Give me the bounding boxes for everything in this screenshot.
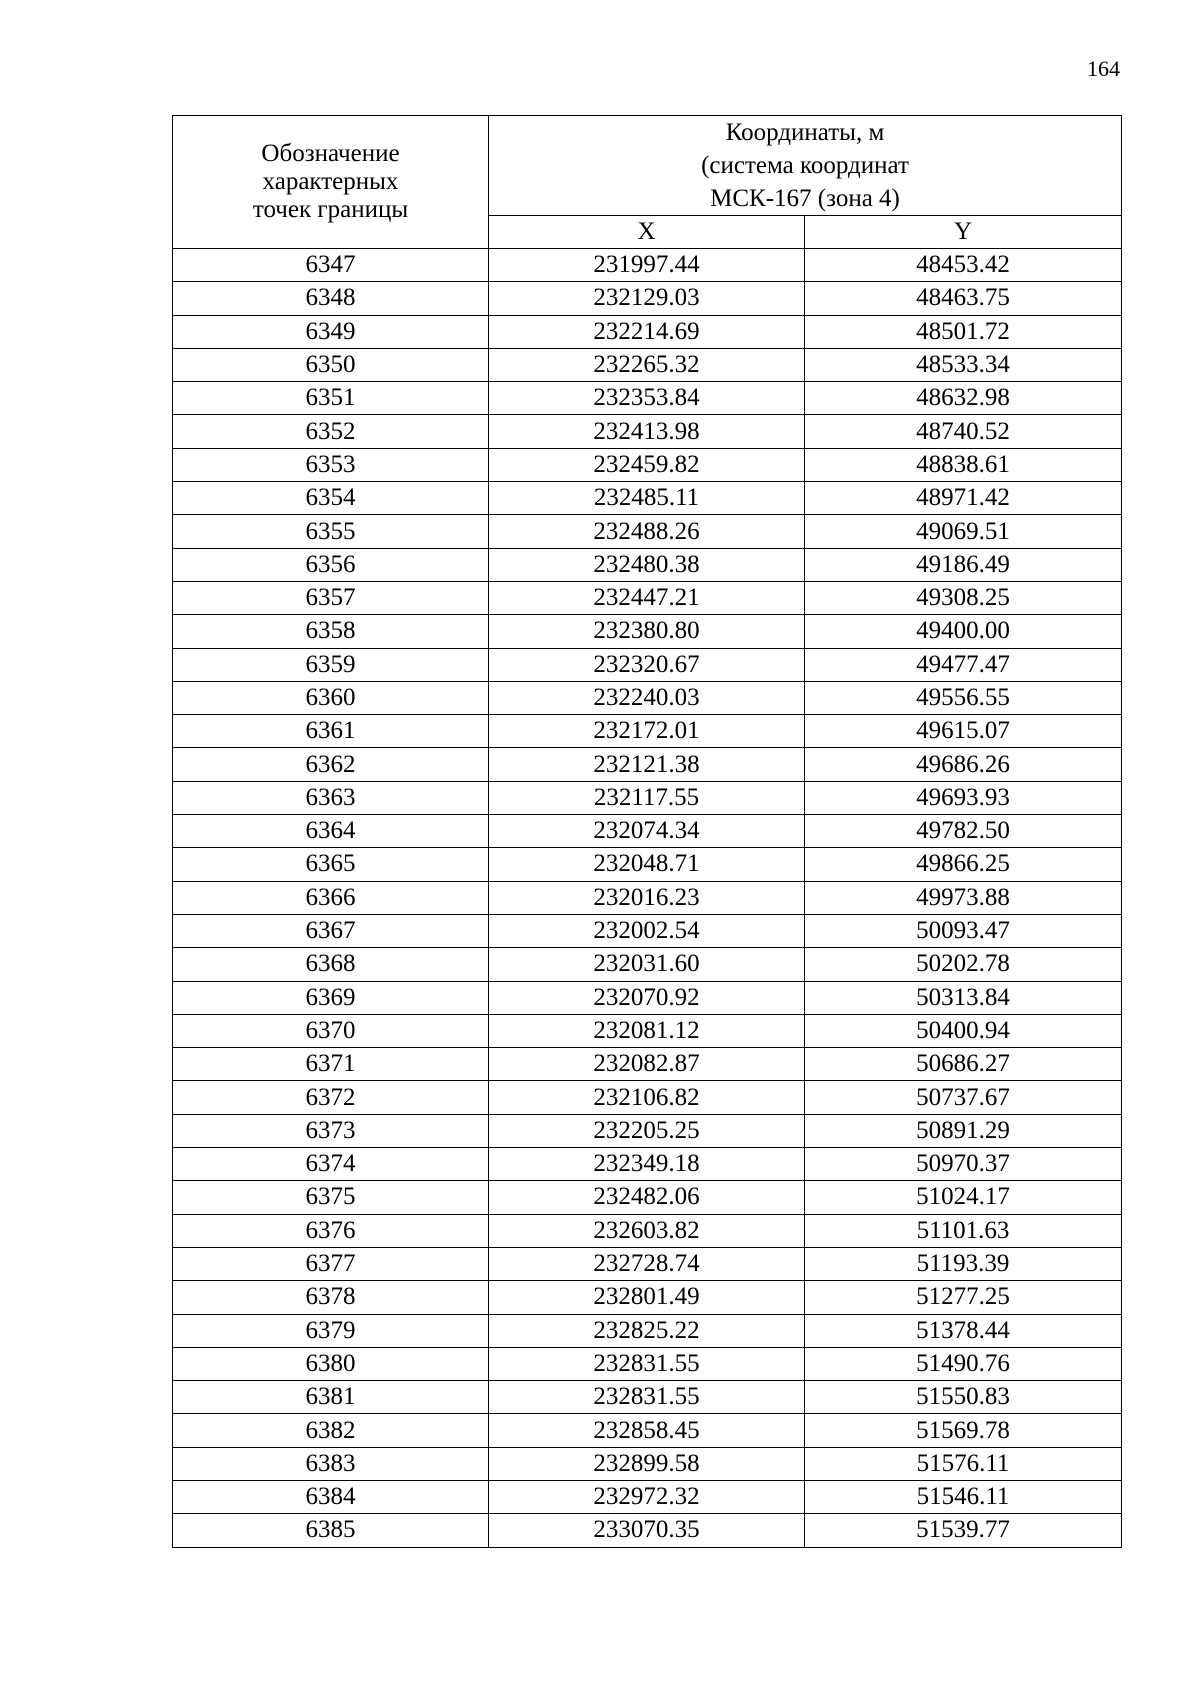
x-coordinate-cell: 232265.32 xyxy=(489,348,805,381)
y-coordinate-cell: 50313.84 xyxy=(805,981,1122,1014)
y-coordinate-cell: 51101.63 xyxy=(805,1214,1122,1247)
x-coordinate-cell: 232002.54 xyxy=(489,914,805,947)
y-coordinate-cell: 51490.76 xyxy=(805,1347,1122,1380)
table-row xyxy=(173,1048,1122,1081)
y-coordinate-cell: 50686.27 xyxy=(805,1048,1122,1081)
point-id-cell: 6366 xyxy=(173,881,489,914)
point-id-cell: 6365 xyxy=(173,848,489,881)
y-coordinate-cell: 49556.55 xyxy=(805,681,1122,714)
x-coordinate-cell: 232480.38 xyxy=(489,548,805,581)
point-header-line-1: Обозначение xyxy=(261,140,400,167)
table-row xyxy=(173,914,1122,947)
y-coordinate-cell: 48501.72 xyxy=(805,315,1122,348)
x-coordinate-cell: 232380.80 xyxy=(489,615,805,648)
x-coordinate-cell: 232899.58 xyxy=(489,1447,805,1480)
point-id-cell: 6377 xyxy=(173,1247,489,1280)
y-coordinate-cell: 51569.78 xyxy=(805,1414,1122,1447)
y-coordinate-cell: 50202.78 xyxy=(805,948,1122,981)
y-coordinate-cell: 50093.47 xyxy=(805,914,1122,947)
table-row xyxy=(173,482,1122,515)
point-header-line-2: характерных xyxy=(262,168,399,195)
x-coordinate-cell: 232070.92 xyxy=(489,981,805,1014)
point-id-cell: 6351 xyxy=(173,382,489,415)
table-body xyxy=(173,249,1122,1548)
x-coordinate-cell: 232320.67 xyxy=(489,648,805,681)
y-coordinate-cell: 49693.93 xyxy=(805,781,1122,814)
x-coordinate-cell: 233070.35 xyxy=(489,1514,805,1547)
table-row xyxy=(173,748,1122,781)
x-coordinate-cell: 232482.06 xyxy=(489,1181,805,1214)
x-coordinate-cell: 232205.25 xyxy=(489,1114,805,1147)
table-row xyxy=(173,815,1122,848)
y-coordinate-cell: 51193.39 xyxy=(805,1247,1122,1280)
y-coordinate-cell: 49400.00 xyxy=(805,615,1122,648)
point-id-cell: 6361 xyxy=(173,715,489,748)
point-id-cell: 6347 xyxy=(173,249,489,282)
y-coordinate-cell: 50400.94 xyxy=(805,1014,1122,1047)
point-id-cell: 6368 xyxy=(173,948,489,981)
table-row xyxy=(173,1114,1122,1147)
point-id-cell: 6382 xyxy=(173,1414,489,1447)
table-row xyxy=(173,1381,1122,1414)
point-id-cell: 6362 xyxy=(173,748,489,781)
y-coordinate-cell: 51550.83 xyxy=(805,1381,1122,1414)
x-coordinate-cell: 232031.60 xyxy=(489,948,805,981)
point-id-cell: 6379 xyxy=(173,1314,489,1347)
table-row xyxy=(173,282,1122,315)
y-coordinate-cell: 49615.07 xyxy=(805,715,1122,748)
point-id-cell: 6349 xyxy=(173,315,489,348)
x-coordinate-cell: 232447.21 xyxy=(489,581,805,614)
point-id-cell: 6375 xyxy=(173,1181,489,1214)
point-id-cell: 6360 xyxy=(173,681,489,714)
y-coordinate-cell: 48971.42 xyxy=(805,482,1122,515)
y-coordinate-cell: 51539.77 xyxy=(805,1514,1122,1547)
table-row xyxy=(173,1247,1122,1280)
point-id-cell: 6364 xyxy=(173,815,489,848)
y-coordinate-cell: 49069.51 xyxy=(805,515,1122,548)
coordinates-header xyxy=(489,116,1122,216)
table-row xyxy=(173,1347,1122,1380)
y-coordinate-cell: 51576.11 xyxy=(805,1447,1122,1480)
x-coordinate-cell: 232728.74 xyxy=(489,1247,805,1280)
x-coordinate-cell: 232353.84 xyxy=(489,382,805,415)
y-coordinate-cell: 49686.26 xyxy=(805,748,1122,781)
point-id-cell: 6370 xyxy=(173,1014,489,1047)
table-row xyxy=(173,1281,1122,1314)
y-coordinate-cell: 48453.42 xyxy=(805,249,1122,282)
table-row xyxy=(173,781,1122,814)
point-id-cell: 6385 xyxy=(173,1514,489,1547)
table-row xyxy=(173,648,1122,681)
y-coordinate-cell: 49308.25 xyxy=(805,581,1122,614)
table-row xyxy=(173,382,1122,415)
point-id-cell: 6369 xyxy=(173,981,489,1014)
y-coordinate-cell: 50970.37 xyxy=(805,1148,1122,1181)
y-column-header: Y xyxy=(805,216,1122,249)
point-header-line-3: точек границы xyxy=(252,196,409,223)
x-coordinate-cell: 232016.23 xyxy=(489,881,805,914)
point-id-cell: 6358 xyxy=(173,615,489,648)
y-coordinate-cell: 49186.49 xyxy=(805,548,1122,581)
table-row xyxy=(173,1447,1122,1480)
x-coordinate-cell: 232825.22 xyxy=(489,1314,805,1347)
x-coordinate-cell: 231997.44 xyxy=(489,249,805,282)
point-id-cell: 6359 xyxy=(173,648,489,681)
coords-header-line-3: МСК-167 (зона 4) xyxy=(710,185,900,212)
point-id-cell: 6381 xyxy=(173,1381,489,1414)
point-id-cell: 6354 xyxy=(173,482,489,515)
x-coordinate-cell: 232074.34 xyxy=(489,815,805,848)
y-coordinate-cell: 49973.88 xyxy=(805,881,1122,914)
point-id-cell: 6383 xyxy=(173,1447,489,1480)
point-id-cell: 6378 xyxy=(173,1281,489,1314)
table-row xyxy=(173,315,1122,348)
x-coordinate-cell: 232459.82 xyxy=(489,448,805,481)
y-coordinate-cell: 51277.25 xyxy=(805,1281,1122,1314)
x-coordinate-cell: 232413.98 xyxy=(489,415,805,448)
x-coordinate-cell: 232081.12 xyxy=(489,1014,805,1047)
y-coordinate-cell: 51378.44 xyxy=(805,1314,1122,1347)
table-row xyxy=(173,1214,1122,1247)
table-row xyxy=(173,1314,1122,1347)
y-coordinate-cell: 50737.67 xyxy=(805,1081,1122,1114)
table-row xyxy=(173,249,1122,282)
table-row xyxy=(173,448,1122,481)
table-row xyxy=(173,881,1122,914)
x-coordinate-cell: 232121.38 xyxy=(489,748,805,781)
point-id-cell: 6350 xyxy=(173,348,489,381)
x-coordinate-cell: 232349.18 xyxy=(489,1148,805,1181)
y-coordinate-cell: 51024.17 xyxy=(805,1181,1122,1214)
x-column-header: X xyxy=(489,216,805,249)
y-coordinate-cell: 50891.29 xyxy=(805,1114,1122,1147)
point-id-cell: 6376 xyxy=(173,1214,489,1247)
x-coordinate-cell: 232129.03 xyxy=(489,282,805,315)
table-row xyxy=(173,681,1122,714)
table-row xyxy=(173,1414,1122,1447)
table-row xyxy=(173,1148,1122,1181)
table-row xyxy=(173,1181,1122,1214)
table-row xyxy=(173,948,1122,981)
y-coordinate-cell: 48533.34 xyxy=(805,348,1122,381)
table-row xyxy=(173,981,1122,1014)
point-id-cell: 6384 xyxy=(173,1480,489,1513)
point-id-cell: 6372 xyxy=(173,1081,489,1114)
table-row xyxy=(173,715,1122,748)
point-id-cell: 6363 xyxy=(173,781,489,814)
point-designation-header xyxy=(173,116,489,249)
y-coordinate-cell: 49866.25 xyxy=(805,848,1122,881)
y-coordinate-cell: 48632.98 xyxy=(805,382,1122,415)
point-id-cell: 6353 xyxy=(173,448,489,481)
table-row xyxy=(173,515,1122,548)
x-coordinate-cell: 232048.71 xyxy=(489,848,805,881)
point-id-cell: 6367 xyxy=(173,914,489,947)
x-coordinate-cell: 232485.11 xyxy=(489,482,805,515)
point-id-cell: 6374 xyxy=(173,1148,489,1181)
y-coordinate-cell: 48838.61 xyxy=(805,448,1122,481)
point-id-cell: 6348 xyxy=(173,282,489,315)
point-id-cell: 6371 xyxy=(173,1048,489,1081)
table-row xyxy=(173,615,1122,648)
point-id-cell: 6356 xyxy=(173,548,489,581)
table-row xyxy=(173,548,1122,581)
table-row xyxy=(173,1480,1122,1513)
table-row xyxy=(173,1081,1122,1114)
x-coordinate-cell: 232603.82 xyxy=(489,1214,805,1247)
point-id-cell: 6380 xyxy=(173,1347,489,1380)
x-coordinate-cell: 232117.55 xyxy=(489,781,805,814)
x-coordinate-cell: 232831.55 xyxy=(489,1381,805,1414)
y-coordinate-cell: 51546.11 xyxy=(805,1480,1122,1513)
point-id-cell: 6352 xyxy=(173,415,489,448)
x-coordinate-cell: 232488.26 xyxy=(489,515,805,548)
table-row xyxy=(173,415,1122,448)
table-row xyxy=(173,581,1122,614)
table-header xyxy=(173,116,1122,249)
x-coordinate-cell: 232831.55 xyxy=(489,1347,805,1380)
point-id-cell: 6357 xyxy=(173,581,489,614)
y-coordinate-cell: 49782.50 xyxy=(805,815,1122,848)
point-id-cell: 6355 xyxy=(173,515,489,548)
page-number: 164 xyxy=(1087,56,1120,81)
y-coordinate-cell: 49477.47 xyxy=(805,648,1122,681)
coords-header-line-1: Координаты, м xyxy=(725,119,885,146)
table-row xyxy=(173,848,1122,881)
coordinates-table xyxy=(172,115,1122,1548)
x-coordinate-cell: 232082.87 xyxy=(489,1048,805,1081)
coords-header-line-2: (система координат xyxy=(701,152,909,179)
y-coordinate-cell: 48740.52 xyxy=(805,415,1122,448)
table-row xyxy=(173,1014,1122,1047)
y-coordinate-cell: 48463.75 xyxy=(805,282,1122,315)
x-coordinate-cell: 232801.49 xyxy=(489,1281,805,1314)
x-coordinate-cell: 232106.82 xyxy=(489,1081,805,1114)
x-coordinate-cell: 232240.03 xyxy=(489,681,805,714)
x-coordinate-cell: 232972.32 xyxy=(489,1480,805,1513)
x-coordinate-cell: 232858.45 xyxy=(489,1414,805,1447)
x-coordinate-cell: 232214.69 xyxy=(489,315,805,348)
x-coordinate-cell: 232172.01 xyxy=(489,715,805,748)
table-row xyxy=(173,348,1122,381)
point-id-cell: 6373 xyxy=(173,1114,489,1147)
table-row xyxy=(173,1514,1122,1547)
